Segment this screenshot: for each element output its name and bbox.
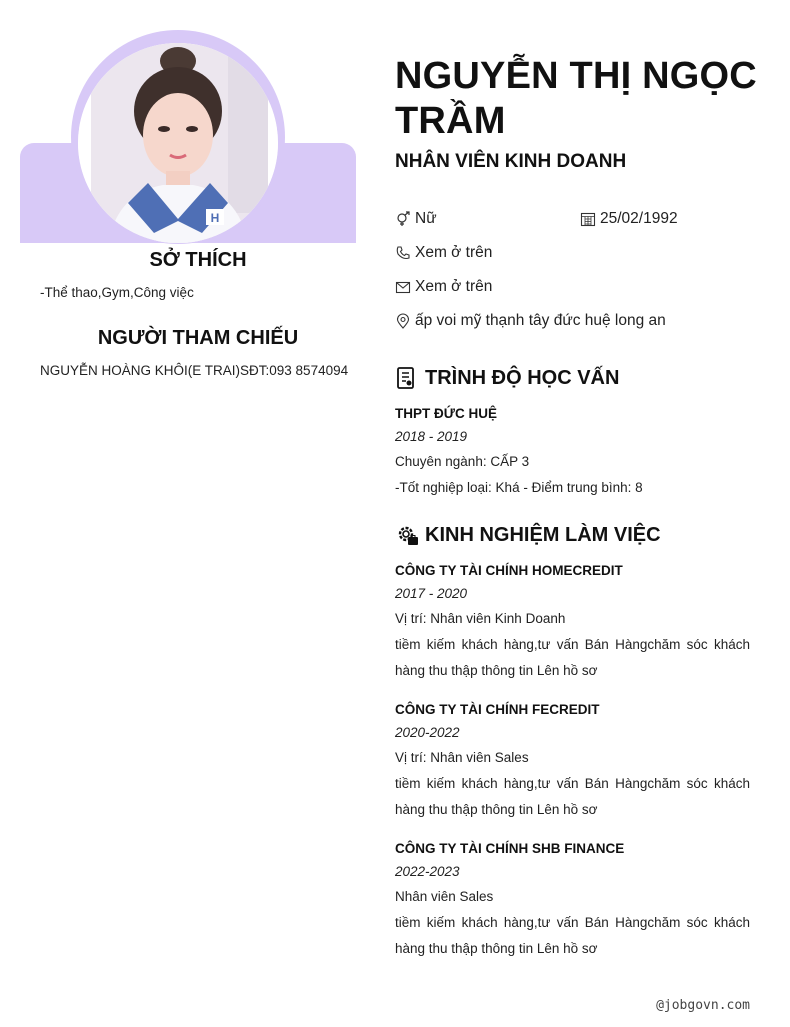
job-company: CÔNG TY TÀI CHÍNH FECREDIT <box>395 702 600 717</box>
job-description: tiềm kiếm khách hàng,tư vấn Bán Hàngchăm sóc khách hàng thu thập thông tin Lên hồ sơ <box>395 915 750 956</box>
avatar-photo <box>78 43 278 243</box>
job-company: CÔNG TY TÀI CHÍNH SHB FINANCE <box>395 841 625 856</box>
education-title: TRÌNH ĐỘ HỌC VẤN <box>425 366 620 389</box>
phone-value: Xem ở trên <box>415 244 493 261</box>
phone-info <box>395 244 492 262</box>
job-role: Vị trí: Nhân viên Sales <box>395 750 529 765</box>
job-years: 2017 - 2020 <box>395 586 468 601</box>
job-company: CÔNG TY TÀI CHÍNH HOMECREDIT <box>395 563 623 578</box>
job-role: Vị trí: Nhân viên Kinh Doanh <box>395 611 566 626</box>
avatar <box>78 43 278 243</box>
candidate-name: NGUYỄN THỊ NGỌC TRẦM <box>395 55 757 142</box>
experience-title: KINH NGHIỆM LÀM VIỆC <box>425 523 661 546</box>
email-info <box>395 278 492 296</box>
job-role: Nhân viên Sales <box>395 889 494 904</box>
candidate-position: NHÂN VIÊN KINH DOANH <box>395 151 627 172</box>
location-pin-icon <box>395 313 411 329</box>
gender-icon <box>395 211 411 227</box>
footer-watermark: @jobgovn.com <box>656 998 750 1013</box>
education-grade: -Tốt nghiệp loại: Khá - Điểm trung bình: 8 <box>395 480 643 495</box>
education-heading <box>395 366 619 390</box>
education-school: THPT ĐỨC HUỆ <box>395 406 497 421</box>
job-years: 2022-2023 <box>395 864 460 879</box>
address-info <box>395 312 666 330</box>
job-description: tiềm kiếm khách hàng,tư vấn Bán Hàngchăm sóc khách hàng thu thập thông tin Lên hồ sơ <box>395 637 750 678</box>
certificate-icon <box>395 366 419 390</box>
email-value: Xem ở trên <box>415 278 493 295</box>
job-years: 2020-2022 <box>395 725 460 740</box>
svg-text:H: H <box>210 211 220 225</box>
calendar-icon <box>580 211 596 227</box>
hobbies-text: -Thể thao,Gym,Công việc <box>40 285 194 300</box>
references-title: NGƯỜI THAM CHIẾU <box>97 327 299 349</box>
address-value: ấp voi mỹ thạnh tây đức huệ long an <box>415 312 666 329</box>
references-text: NGUYỄN HOÀNG KHÔI(E TRAI)SĐT:093 8574094 <box>40 363 349 378</box>
gear-briefcase-icon <box>395 523 419 547</box>
job-description: tiềm kiếm khách hàng,tư vấn Bán Hàngchăm sóc khách hàng thu thập thông tin Lên hồ sơ <box>395 776 750 817</box>
experience-heading <box>395 523 661 547</box>
envelope-icon <box>395 279 411 295</box>
education-major: Chuyên ngành: CẤP 3 <box>395 454 530 469</box>
education-years: 2018 - 2019 <box>395 429 468 444</box>
phone-icon <box>395 245 411 261</box>
birthday-info <box>580 210 678 228</box>
birthday-value: 25/02/1992 <box>600 210 678 227</box>
hobbies-title: SỞ THÍCH <box>149 249 247 271</box>
gender-info <box>395 210 437 228</box>
gender-value: Nữ <box>415 210 437 227</box>
